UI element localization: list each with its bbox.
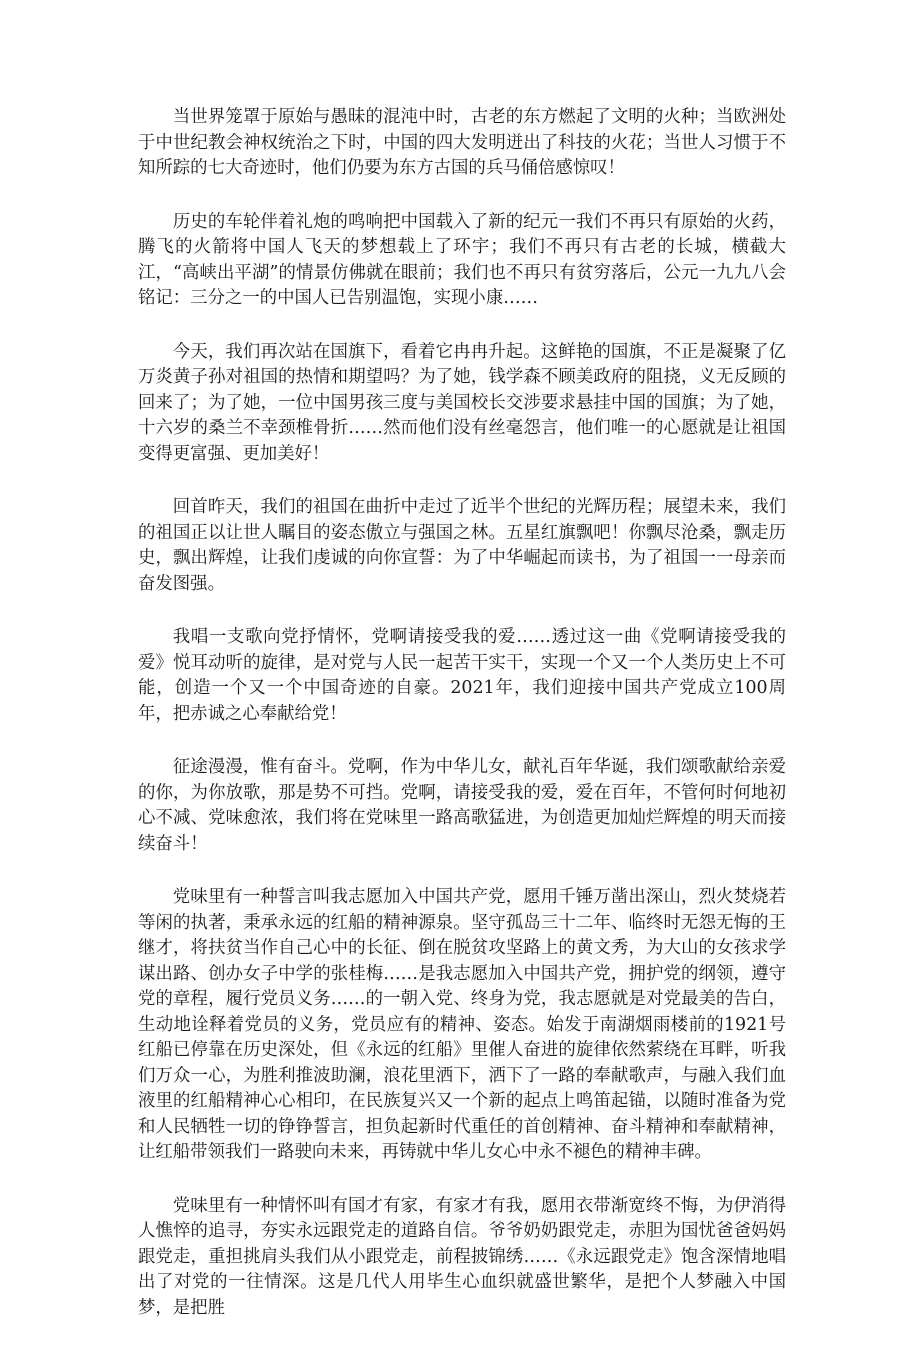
paragraph-5: 我唱一支歌向党抒情怀，党啊请接受我的爱……透过这一曲《党啊请接受我的爱》悦耳动听的旋律，是对党与人民一起苦干实干，实现一个又一个人类历史上不可能，创造一个又一个中国奇迹的自豪。2021年，我们迎接中国共产党成立100周年，把赤诚之心奉献给党！ — [138, 627, 786, 724]
paragraph-8: 党味里有一种情怀叫有国才有家，有家才有我，愿用衣带渐宽终不悔，为伊消得人憔悴的追寻，夯实永远跟党走的道路自信。爷爷奶奶跟党走，赤胆为国忧爸爸妈妈跟党走，重担挑肩头我们从小跟党走，前程披锦绣……《永远跟党走》饱含深情地唱出了对党的一往情深。这是几代人用毕生心血织就盛世繁华，是把个人梦融入中国梦，是把胜 — [138, 1195, 786, 1318]
document-body — [138, 105, 786, 1349]
paragraph-2: 历史的车轮伴着礼炮的鸣响把中国载入了新的纪元一我们不再只有原始的火药，腾飞的火箭将中国人飞天的梦想载上了环宇；我们不再只有古老的长城，横截大江，“高峡出平湖”的情景仿佛就在眼前；我们也不再只有贫穷落后，公元一九九八会铭记：三分之一的中国人已告别温饱，实现小康…… — [138, 211, 786, 308]
paragraph-7: 党味里有一种誓言叫我志愿加入中国共产党，愿用千锤万凿出深山，烈火焚烧若等闲的执著，秉承永远的红船的精神源泉。坚守孤岛三十二年、临终时无怨无悔的王继才，将扶贫当作自己心中的长征、倒在脱贫攻坚路上的黄文秀，为大山的女孩求学谋出路、创办女子中学的张桂梅……是我志愿加入中国共产党，拥护党的纲领，遵守党的章程，履行党员义务……的一朝入党、终身为党，我志愿就是对党最美的告白，生动地诠释着党员的义务，党员应有的精神、姿态。始发于南湖烟雨楼前的1921号红船已停靠在历史深处，但《永远的红船》里催人奋进的旋律依然萦绕在耳畔，听我们万众一心，为胜利推波助澜，浪花里洒下，洒下了一路的奉献歌声，与融入我们血液里的红船精神心心相印，在民族复兴又一个新的起点上鸣笛起锚，以随时准备为党和人民牺牲一切的铮铮誓言，担负起新时代重任的首创精神、奋斗精神和奉献精神，让红船带领我们一路驶向未来，再铸就中华儿女心中永不褪色的精神丰碑。 — [138, 887, 786, 1162]
paragraph-6: 征途漫漫，惟有奋斗。党啊，作为中华儿女，献礼百年华诞，我们颂歌献给亲爱的你，为你放歌，那是势不可挡。党啊，请接受我的爱，爱在百年，不管何时何地初心不减、党味愈浓，我们将在党味里一路高歌猛进，为创造更加灿烂辉煌的明天而接续奋斗！ — [138, 757, 786, 854]
paragraph-1: 当世界笼罩于原始与愚昧的混沌中时，古老的东方燃起了文明的火种；当欧洲处于中世纪教会神权统治之下时，中国的四大发明迸出了科技的火花；当世人习惯于不知所踪的七大奇迹时，他们仍要为东方古国的兵马俑倍感惊叹！ — [138, 107, 786, 178]
paragraph-4: 回首昨天，我们的祖国在曲折中走过了近半个世纪的光辉历程；展望未来，我们的祖国正以让世人瞩目的姿态傲立与强国之林。五星红旗飘吧！你飘尽沧桑，飘走历史，飘出辉煌，让我们虔诚的向你宣誓：为了中华崛起而读书，为了祖国一一母亲而奋发图强。 — [138, 497, 786, 594]
paragraph-3: 今天，我们再次站在国旗下，看着它冉冉升起。这鲜艳的国旗，不正是凝聚了亿万炎黄子孙对祖国的热情和期望吗？为了她，钱学森不顾美政府的阻挠，义无反顾的回来了；为了她，一位中国男孩三度与美国校长交涉要求悬挂中国的国旗；为了她，十六岁的桑兰不幸颈椎骨折……然而他们没有丝毫怨言，他们唯一的心愿就是让祖国变得更富强、更加美好！ — [138, 341, 786, 464]
